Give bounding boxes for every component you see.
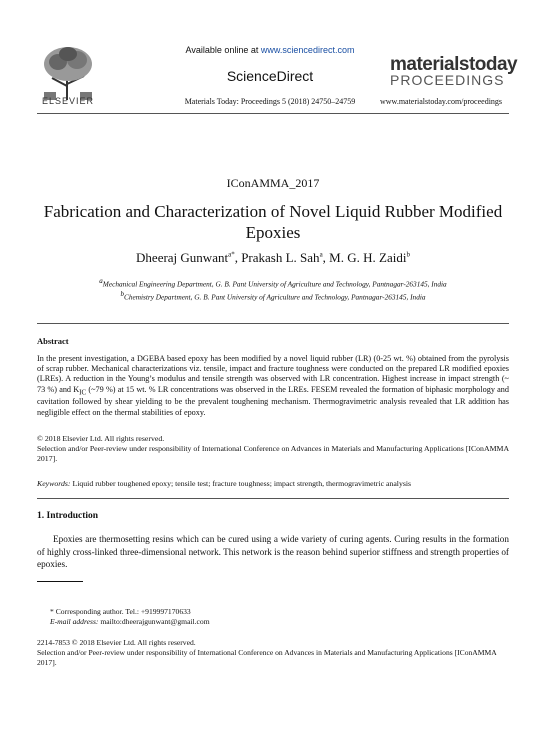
abstract-heading: Abstract: [37, 336, 69, 346]
footnote-email-label: E-mail address:: [50, 617, 99, 626]
footnote-email: [50, 617, 510, 627]
affiliation-b-text: Chemistry Department, G. B. Pant University of Agriculture and Technology, Pantnagar-263145, India: [123, 292, 426, 302]
author-2: Prakash L. Sah: [241, 250, 320, 265]
elsevier-wordmark: ELSEVIER: [41, 96, 95, 106]
title-line-2: Epoxies: [245, 223, 301, 242]
keywords-bottom-divider: [37, 498, 509, 499]
keywords-label: Keywords:: [37, 479, 71, 488]
brand-url: www.materialstoday.com/proceedings: [380, 97, 503, 106]
author-1-sup: a: [228, 250, 232, 259]
affiliation-b: [37, 289, 509, 302]
intro-body: Epoxies are thermosetting resins which can be cured using a wide variety of curing agents. Curing results in the formation of highly cross-linked three-dimensional network. This network is the reason behind superior stiffness and strength properties of epoxies.: [37, 534, 509, 569]
affiliation-a-sup: a: [99, 277, 103, 285]
author-3-sup: b: [406, 250, 410, 259]
author-3: M. G. H. Zaidi: [329, 250, 407, 265]
copyright-line: © 2018 Elsevier Ltd. All rights reserved.: [37, 434, 165, 443]
abstract-top-divider: [37, 323, 509, 324]
conference-name: IConAMMA_2017: [226, 176, 320, 190]
footnotes: [50, 607, 510, 627]
footnote-rule: [37, 581, 83, 582]
author-1-mark: *: [231, 250, 235, 259]
sciencedirect-title: ScienceDirect: [226, 68, 314, 84]
keywords: [37, 479, 509, 488]
available-prefix: Available online at: [185, 45, 261, 55]
selection-line: Selection and/or Peer-review under responsibility of International Conference on Advances in Materials and Manufacturing Applications [IConAMMA 2017].: [37, 444, 509, 463]
affiliation-a: [37, 276, 509, 289]
affiliations: [37, 276, 509, 303]
materialstoday-logo: [390, 54, 530, 88]
affiliation-b-sup: b: [120, 290, 124, 299]
header-divider: [37, 113, 509, 114]
sciencedirect-link[interactable]: www.sciencedirect.com: [260, 45, 355, 55]
author-1: Dheeraj Gunwant: [136, 250, 229, 265]
available-online: [100, 45, 440, 55]
footer-issn: 2214-7853 © 2018 Elsevier Ltd. All rights reserved.: [37, 638, 196, 647]
intro-heading: 1. Introduction: [37, 511, 99, 521]
abstract-text-2: (~79 %) at 15 wt. % LR concentrations was observed in the LREs. FESEM revealed the formation of biphasic morphology and cavitation followed by shear yielding to be the prevalent toughening mechanism. Thermogravimetric analysis revealed that LR addition has negligible effect on the thermal stabilities of epoxy.: [37, 384, 509, 417]
footer-selection: Selection and/or Peer-review under responsibility of International Conference on Advances in Materials and Manufacturing Applications [IConAMMA 2017].: [37, 648, 497, 667]
copyright-block: [37, 434, 509, 464]
abstract-text-1: In the present investigation, a DGEBA based epoxy has been modified by a novel liquid rubber (LR) (0-25 wt. %) obtained from the pyrolysis of scrap rubber. Mechanical characterizations viz. tensile, impact and fracture toughness were conducted on the prepared LR modified epoxies (LREs). A reduction in the Young’s modulus and tensile strength was observed with LR concentration. Highest increase in impact strength (~ 73 %) and K: [37, 354, 509, 394]
footnote-email-value[interactable]: mailto:dheerajgunwant@gmail.com: [100, 617, 210, 626]
footnote-author: * Corresponding author. Tel.: +919997170633: [50, 607, 191, 616]
abstract-body: [37, 354, 509, 418]
paper-title: [37, 201, 509, 243]
journal-citation: Materials Today: Proceedings 5 (2018) 24750–24759: [184, 97, 356, 106]
abstract-kic-sub: IC: [79, 388, 87, 397]
brand-line2: PROCEEDINGS: [390, 72, 505, 88]
footer: [37, 638, 509, 668]
author-2-sup: a: [319, 250, 323, 259]
elsevier-tree-logo-icon: [40, 44, 96, 102]
authors: Dheeraj Gunwant$^{a*}$, Prakash L. Sah$^a$, M. G. H. Zaidi$^b$: [136, 250, 410, 265]
affiliation-a-text: Mechanical Engineering Department, G. B. Pant University of Agriculture and Technology, Pantnagar-263145, India: [102, 279, 447, 289]
brand-line1: materialstoday: [390, 54, 518, 75]
keywords-text: Liquid rubber toughened epoxy; tensile test; fracture toughness; impact strength, thermogravimetric analysis: [72, 479, 412, 488]
title-line-1: Fabrication and Characterization of Novel Liquid Rubber Modified: [43, 202, 503, 221]
